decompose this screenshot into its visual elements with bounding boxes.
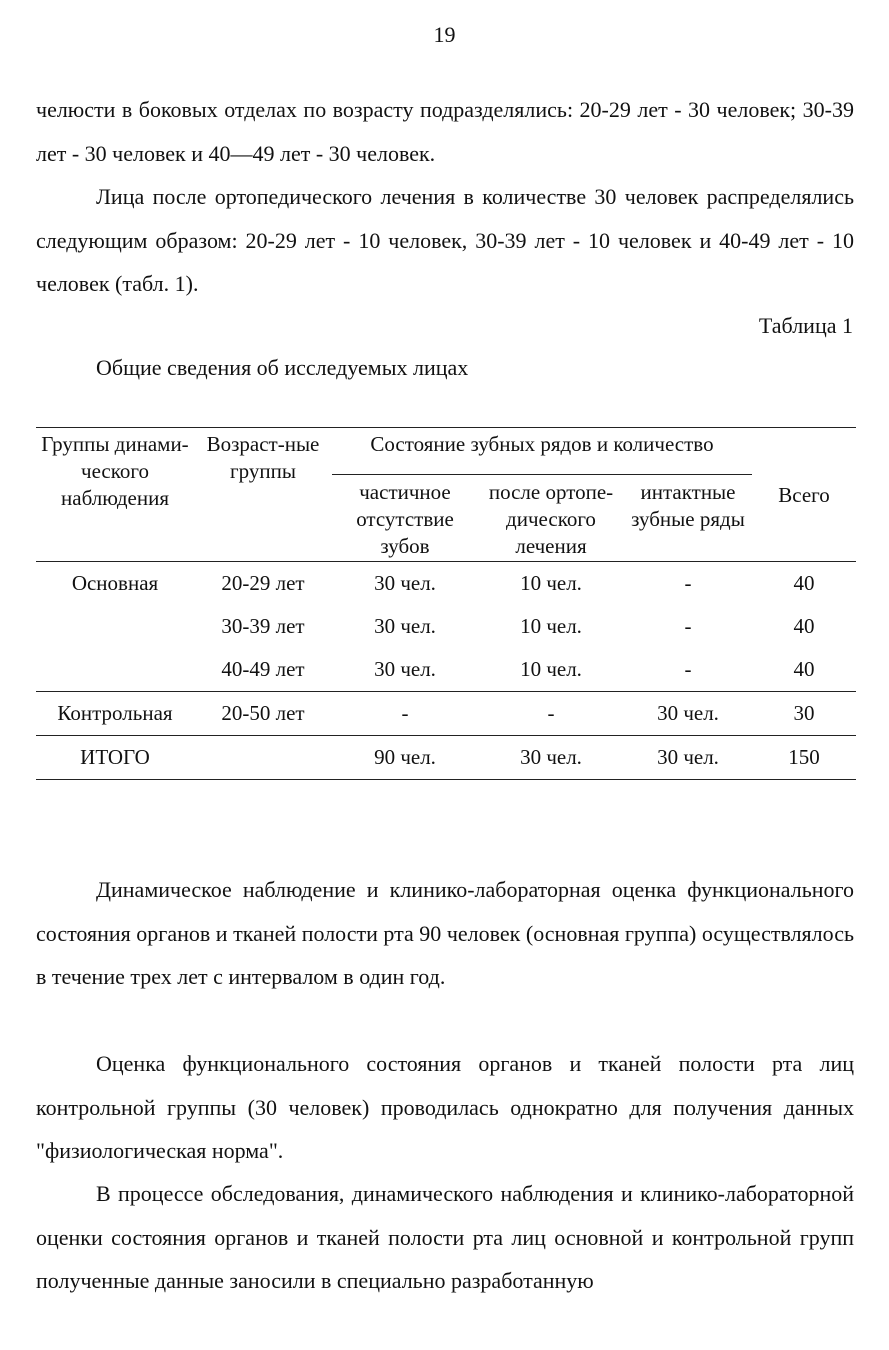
cell-age: 20-50 лет	[221, 701, 305, 725]
cell-group	[36, 648, 194, 692]
table-row	[36, 605, 856, 648]
cell-intact: 30 чел.	[657, 745, 719, 769]
paragraph-2: Лица после ортопедического лечения в количестве 30 человек распределялись следующим образом: 20-29 лет - 10 человек, 30-39 лет - 10 человек и 40-49 лет - 10 человек (табл. 1).	[36, 184, 854, 296]
cell-partial: 30 чел.	[374, 614, 436, 638]
cell-intact: -	[684, 571, 692, 595]
header-partial: частичное отсутствие зубов	[356, 480, 454, 558]
cell-age: 40-49 лет	[221, 657, 305, 681]
header-age: Возраст-ные группы	[206, 432, 320, 483]
cell-intact: 30 чел.	[657, 701, 719, 725]
paragraph-5: В процессе обследования, динамического наблюдения и клинико-лабораторной оценки состояния органов и тканей полости рта лиц основной и контрольной групп полученные данные заносили в специально разработанную	[36, 1181, 854, 1293]
cell-total: 40	[793, 571, 815, 595]
cell-group: ИТОГО	[80, 745, 150, 769]
cell-total: 30	[793, 701, 815, 725]
cell-age	[194, 736, 332, 780]
table-label: Таблица 1	[758, 313, 853, 338]
subjects-table	[36, 427, 856, 780]
cell-after: -	[547, 701, 555, 725]
cell-total: 150	[788, 745, 820, 769]
header-intact: интактные зубные ряды	[631, 480, 745, 531]
cell-after: 10 чел.	[520, 571, 582, 595]
table-row	[36, 562, 856, 606]
cell-after: 10 чел.	[520, 614, 582, 638]
cell-group: Контрольная	[57, 701, 173, 725]
cell-partial: -	[401, 701, 409, 725]
header-state: Состояние зубных рядов и количество	[332, 428, 752, 475]
paragraph-1: челюсти в боковых отделах по возрасту подразделялись: 20-29 лет - 30 человек; 30-39 лет - 30 человек и 40—49 лет - 30 человек.	[36, 97, 854, 166]
cell-intact: -	[684, 614, 692, 638]
header-group: Группы динами-ческого наблюдения	[41, 432, 189, 510]
table-row-control	[36, 692, 856, 736]
cell-total: 40	[793, 657, 815, 681]
cell-age: 20-29 лет	[221, 571, 305, 595]
cell-total: 40	[793, 614, 815, 638]
header-total: Всего	[778, 483, 830, 507]
table-title: Общие сведения об исследуемых лицах	[96, 355, 469, 380]
cell-after: 10 чел.	[520, 657, 582, 681]
header-after: после ортопе-дического лечения	[488, 480, 614, 558]
cell-group	[36, 605, 194, 648]
cell-partial: 30 чел.	[374, 657, 436, 681]
table-row-total	[36, 736, 856, 780]
cell-age: 30-39 лет	[221, 614, 305, 638]
cell-partial: 90 чел.	[374, 745, 436, 769]
page-number: 19	[433, 22, 456, 47]
paragraph-4: Оценка функционального состояния органов и тканей полости рта лиц контрольной группы (30 человек) проводилась однократно для получения данных "физиологическая норма".	[36, 1051, 854, 1163]
cell-group: Основная	[71, 571, 159, 595]
table-row	[36, 648, 856, 692]
paragraph-3: Динамическое наблюдение и клинико-лабораторная оценка функционального состояния органов и тканей полости рта 90 человек (основная группа) осуществлялось в течение трех лет с интервалом в один год.	[36, 877, 854, 989]
cell-after: 30 чел.	[520, 745, 582, 769]
cell-intact: -	[684, 657, 692, 681]
cell-partial: 30 чел.	[374, 571, 436, 595]
